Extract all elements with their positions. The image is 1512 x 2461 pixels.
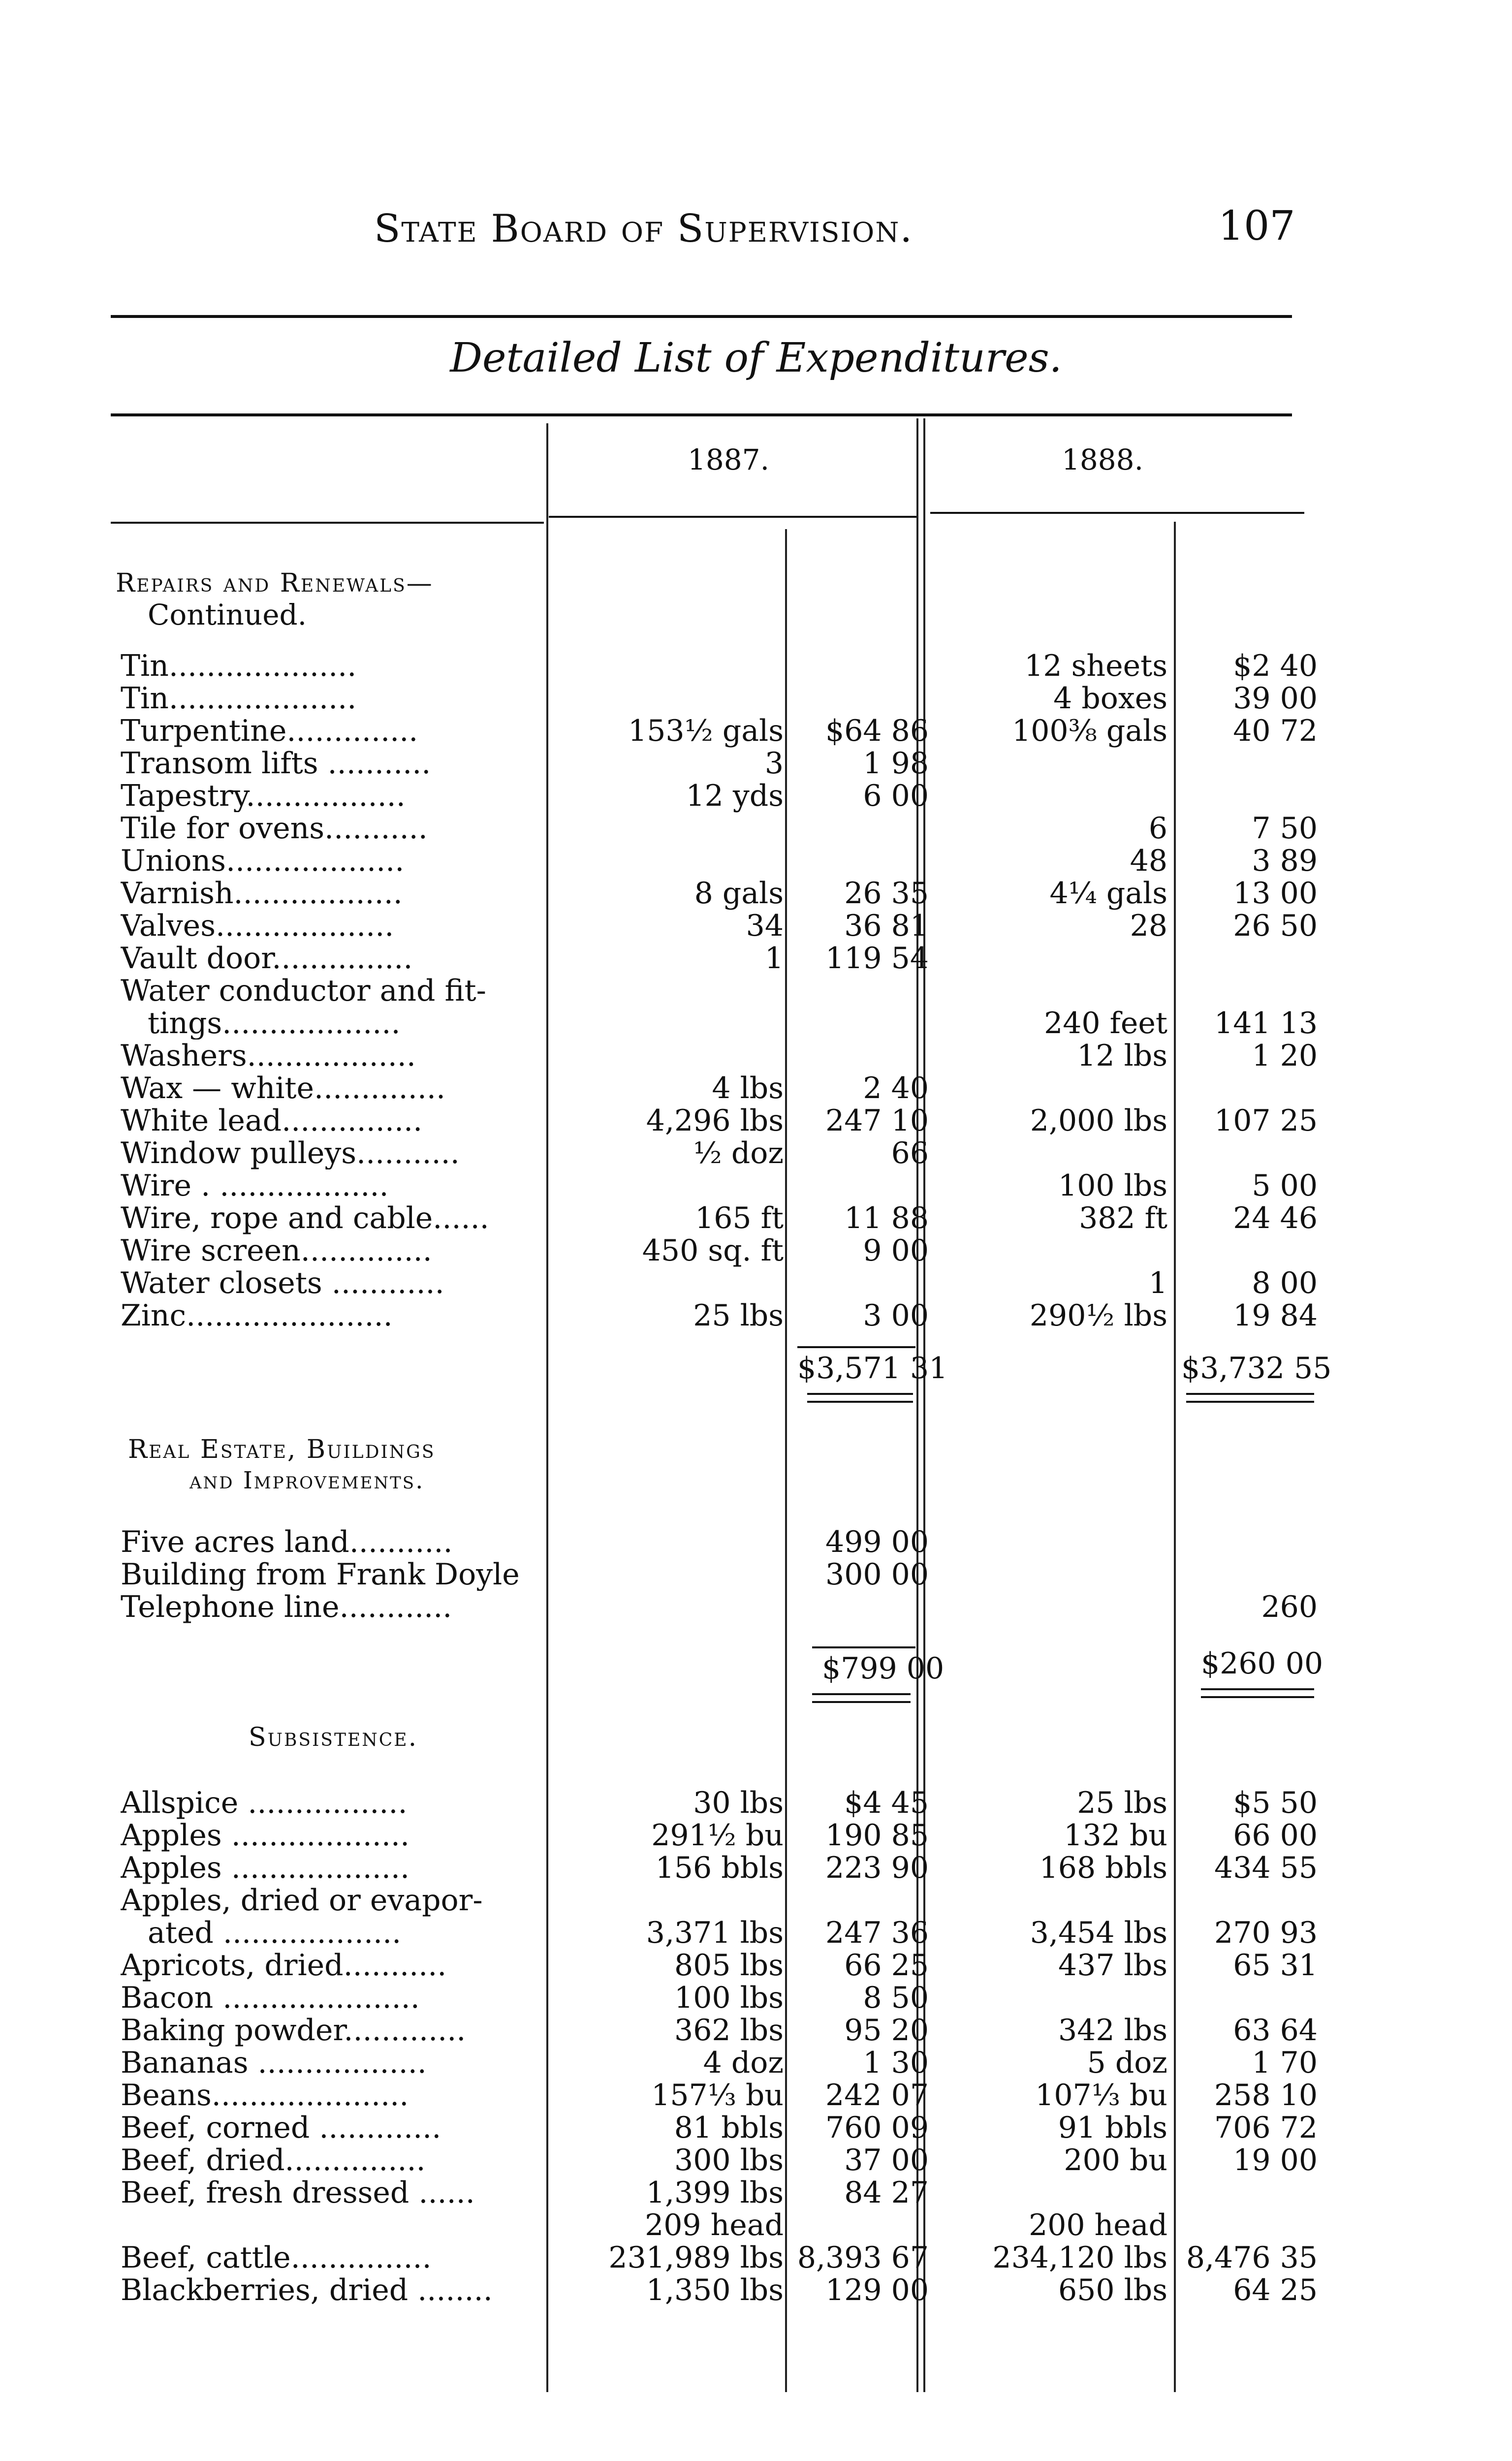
item-label: Wax — white.............. [121, 1072, 446, 1104]
item-label: Wire, rope and cable...... [121, 1202, 489, 1234]
table-row [0, 780, 1512, 812]
item-label: tings................... [148, 1007, 401, 1040]
item-label: Wire screen.............. [121, 1234, 432, 1267]
amount-1888: 706 72 [1214, 2111, 1318, 2145]
quantity-1887: ½ doz [693, 1136, 784, 1170]
amount-1887: 760 09 [825, 2111, 929, 2145]
section-title-subsistence: Subsistence. [249, 1723, 418, 1752]
amount-1888: 260 [1261, 1590, 1318, 1624]
table-row [0, 877, 1512, 910]
total-rule-1887-real-estate [812, 1646, 915, 1648]
table-row [0, 2241, 1512, 2274]
quantity-1887: 291½ bu [651, 1818, 784, 1853]
quantity-1888: 342 lbs [1058, 2013, 1167, 2048]
amount-1887: 247 36 [825, 1916, 929, 1950]
table-row [0, 1267, 1512, 1299]
quantity-1888: 1 [1148, 1266, 1167, 1300]
amount-1888: 19 84 [1233, 1298, 1318, 1333]
amount-1887: 6 00 [863, 779, 929, 813]
double-rule-1888-repairs [1186, 1393, 1314, 1403]
amount-1887: 36 81 [844, 909, 929, 943]
table-row [0, 910, 1512, 942]
table-row [0, 1819, 1512, 1852]
item-label: Tapestry................. [121, 780, 406, 812]
quantity-1888: 437 lbs [1058, 1948, 1167, 1983]
quantity-1887: 100 lbs [674, 1981, 784, 2015]
item-label: Apples ................... [121, 1852, 410, 1884]
quantity-1888: 91 bbls [1058, 2111, 1167, 2145]
page-number: 107 [1218, 203, 1295, 250]
amount-1887: 95 20 [844, 2013, 929, 2048]
top-rule [111, 315, 1292, 318]
amount-1887: 8,393 67 [797, 2240, 929, 2275]
quantity-1888: 4¼ gals [1049, 876, 1167, 911]
table-title: Detailed List of Expenditures. [450, 335, 1062, 381]
quantity-1888: 2,000 lbs [1030, 1104, 1167, 1138]
amount-1888: $5 50 [1233, 1786, 1318, 1820]
year-1888-header: 1888. [1061, 443, 1144, 476]
table-row [0, 1137, 1512, 1169]
section-title-real-estate: Real Estate, Buildings [128, 1435, 436, 1464]
amount-1887: 84 27 [844, 2176, 929, 2210]
quantity-1887: 34 [746, 909, 784, 943]
amount-1888: 8,476 35 [1186, 2240, 1318, 2275]
amount-1887: 66 [891, 1136, 929, 1170]
item-label: Building from Frank Doyle [121, 1558, 520, 1591]
item-label: Water conductor and fit- [121, 975, 486, 1007]
year-1887-header: 1887. [687, 443, 770, 476]
table-row [0, 1558, 1512, 1591]
amount-1888: 40 72 [1233, 714, 1318, 748]
amount-1887: 11 88 [844, 1201, 929, 1235]
amount-1887: 2 40 [863, 1071, 929, 1105]
item-label: Beef, fresh dressed ...... [121, 2177, 475, 2209]
item-label: Wire . .................. [121, 1169, 389, 1202]
item-label: Varnish.................. [121, 877, 403, 910]
item-label: Apples, dried or evapor- [121, 1884, 483, 1917]
total-1888-real-estate: $260 00 [1201, 1646, 1323, 1681]
section-title-repairs-cont: Continued. [148, 598, 307, 631]
table-row [0, 2014, 1512, 2047]
table-row [0, 2079, 1512, 2112]
subtitle-rule [111, 413, 1292, 416]
table-row [0, 1299, 1512, 1332]
table-row [0, 682, 1512, 715]
amount-1887: 66 25 [844, 1948, 929, 1983]
amount-1887: 1 30 [863, 2046, 929, 2080]
page-header [0, 203, 1512, 276]
amount-1887: 300 00 [825, 1557, 929, 1592]
quantity-1887: 81 bbls [674, 2111, 784, 2145]
table-row [0, 2047, 1512, 2079]
amount-1887: 190 85 [825, 1818, 929, 1853]
amount-1887: 499 00 [825, 1525, 929, 1559]
quantity-1887: 805 lbs [674, 1948, 784, 1983]
item-label: Vault door............... [121, 942, 413, 975]
quantity-1887: 231,989 lbs [608, 2240, 784, 2275]
amount-1888: 258 10 [1214, 2078, 1318, 2113]
table-row [0, 1526, 1512, 1558]
amount-1887: 247 10 [825, 1104, 929, 1138]
table-row [0, 975, 1512, 1007]
section-title-real-estate-cont: and Improvements. [189, 1467, 425, 1494]
item-label: Five acres land........... [121, 1526, 453, 1558]
item-label: Beef, corned ............. [121, 2112, 441, 2144]
quantity-1888: 234,120 lbs [992, 2240, 1167, 2275]
quantity-1887: 25 lbs [693, 1298, 784, 1333]
amount-1888: 434 55 [1214, 1851, 1318, 1885]
item-label: Washers.................. [121, 1040, 416, 1072]
item-label: Transom lifts ........... [121, 747, 431, 780]
item-label: Water closets ............ [121, 1267, 444, 1299]
quantity-1888: 100 lbs [1058, 1168, 1167, 1203]
amount-1888: $2 40 [1233, 649, 1318, 683]
amount-1888: 8 00 [1252, 1266, 1318, 1300]
item-label: Telephone line............ [121, 1591, 452, 1623]
quantity-1888: 290½ lbs [1029, 1298, 1167, 1333]
item-label: Apples ................... [121, 1819, 410, 1852]
item-label: Baking powder............. [121, 2014, 466, 2047]
table-row [0, 1852, 1512, 1884]
amount-1888: 1 70 [1252, 2046, 1318, 2080]
quantity-1888: 100⅜ gals [1012, 714, 1167, 748]
amount-1888: 63 64 [1233, 2013, 1318, 2048]
amount-1887: 129 00 [825, 2273, 929, 2307]
amount-1887: 3 00 [863, 1298, 929, 1333]
table-row [0, 1884, 1512, 1917]
item-label: Bananas .................. [121, 2047, 427, 2079]
table-row [0, 845, 1512, 877]
quantity-1887: 209 head [645, 2208, 784, 2242]
amount-1887: $4 45 [844, 1786, 929, 1820]
quantity-1887: 156 bbls [655, 1851, 784, 1885]
item-label: Zinc...................... [121, 1299, 393, 1332]
table-row [0, 942, 1512, 975]
table-row [0, 1917, 1512, 1949]
amount-1887: 223 90 [825, 1851, 929, 1885]
amount-1888: 5 00 [1252, 1168, 1318, 1203]
table-row [0, 715, 1512, 747]
quantity-1888: 12 sheets [1024, 649, 1167, 683]
item-label: Tin.................... [121, 682, 357, 715]
table-row [0, 1104, 1512, 1137]
quantity-1887: 300 lbs [674, 2143, 784, 2177]
quantity-1887: 4 doz [703, 2046, 784, 2080]
quantity-1887: 165 ft [695, 1201, 784, 1235]
amount-1887: 9 00 [863, 1233, 929, 1268]
amount-1888: 13 00 [1233, 876, 1318, 911]
item-label: White lead............... [121, 1104, 423, 1137]
item-label: Window pulleys........... [121, 1137, 460, 1169]
item-label: Tin.................... [121, 650, 357, 682]
item-label: Allspice ................. [121, 1787, 408, 1819]
quantity-1887: 3 [764, 746, 784, 781]
amount-1888: 65 31 [1233, 1948, 1318, 1983]
quantity-1888: 6 [1148, 811, 1167, 846]
table-row [0, 1040, 1512, 1072]
total-rule-1887-repairs [797, 1346, 915, 1348]
table-row [0, 1949, 1512, 1982]
table-row [0, 2112, 1512, 2144]
quantity-1888: 107⅓ bu [1035, 2078, 1167, 2113]
amount-1888: 141 13 [1214, 1006, 1318, 1041]
quantity-1888: 650 lbs [1058, 2273, 1167, 2307]
total-1888-repairs: $3,732 55 [1181, 1351, 1332, 1386]
amount-1887: 8 50 [863, 1981, 929, 2015]
amount-1888: 107 25 [1214, 1104, 1318, 1138]
quantity-1887: 153½ gals [628, 714, 784, 748]
total-1887-repairs: $3,571 31 [797, 1351, 948, 1386]
amount-1887: 1 98 [863, 746, 929, 781]
header-rule-1887 [549, 516, 918, 518]
table-row [0, 650, 1512, 682]
table-row [0, 1787, 1512, 1819]
quantity-1888: 3,454 lbs [1030, 1916, 1167, 1950]
amount-1887: 242 07 [825, 2078, 929, 2113]
table-row [0, 1202, 1512, 1234]
amount-1887: 119 54 [825, 941, 929, 976]
amount-1888: 66 00 [1233, 1818, 1318, 1853]
quantity-1887: 12 yds [686, 779, 784, 813]
item-label: Apricots, dried........... [121, 1949, 447, 1982]
quantity-1888: 132 bu [1064, 1818, 1167, 1853]
header-rule-1888 [930, 512, 1304, 514]
table-row [0, 747, 1512, 780]
amount-1888: 39 00 [1233, 681, 1318, 716]
table-row [0, 1591, 1512, 1623]
item-label: Valves................... [121, 910, 394, 942]
table-row [0, 1234, 1512, 1267]
header-rule-left [111, 522, 544, 524]
quantity-1887: 362 lbs [674, 2013, 784, 2048]
quantity-1888: 168 bbls [1039, 1851, 1167, 1885]
quantity-1888: 4 boxes [1053, 681, 1167, 716]
amount-1888: 64 25 [1233, 2273, 1318, 2307]
item-label: Turpentine.............. [121, 715, 418, 747]
quantity-1887: 8 gals [694, 876, 784, 911]
quantity-1887: 4,296 lbs [646, 1104, 784, 1138]
amount-1888: 19 00 [1233, 2143, 1318, 2177]
quantity-1887: 4 lbs [712, 1071, 784, 1105]
item-label: Blackberries, dried ........ [121, 2274, 493, 2306]
item-label: ated ................... [148, 1917, 402, 1949]
item-label: Beef, dried............... [121, 2144, 426, 2177]
quantity-1888: 200 bu [1064, 2143, 1167, 2177]
amount-1887: $64 86 [825, 714, 929, 748]
quantity-1887: 3,371 lbs [646, 1916, 784, 1950]
table-row [0, 2209, 1512, 2241]
quantity-1887: 30 lbs [693, 1786, 784, 1820]
section-title-repairs: Repairs and Renewals— [116, 568, 434, 598]
table-row [0, 2274, 1512, 2306]
double-rule-1887-repairs [807, 1393, 913, 1403]
amount-1888: 26 50 [1233, 909, 1318, 943]
table-row [0, 2177, 1512, 2209]
amount-1888: 7 50 [1252, 811, 1318, 846]
quantity-1887: 1,350 lbs [646, 2273, 784, 2307]
item-label: Bacon ..................... [121, 1982, 420, 2014]
quantity-1887: 1 [764, 941, 784, 976]
table-row [0, 2144, 1512, 2177]
table-row [0, 1982, 1512, 2014]
table-row [0, 812, 1512, 845]
quantity-1888: 382 ft [1079, 1201, 1167, 1235]
total-1887-real-estate: $799 00 [822, 1651, 945, 1686]
double-rule-1887-real-estate [812, 1693, 911, 1703]
quantity-1887: 1,399 lbs [646, 2176, 784, 2210]
double-rule-1888-real-estate [1201, 1688, 1314, 1698]
quantity-1888: 5 doz [1087, 2046, 1167, 2080]
running-title: State Board of Supervision. [374, 207, 914, 251]
amount-1888: 1 20 [1252, 1039, 1318, 1073]
quantity-1888: 25 lbs [1077, 1786, 1167, 1820]
quantity-1888: 28 [1130, 909, 1167, 943]
quantity-1888: 240 feet [1044, 1006, 1167, 1041]
table-row [0, 1169, 1512, 1202]
table-row [0, 1072, 1512, 1104]
item-label: Beef, cattle............... [121, 2241, 432, 2274]
quantity-1888: 200 head [1029, 2208, 1167, 2242]
table-row [0, 1007, 1512, 1040]
amount-1887: 26 35 [844, 876, 929, 911]
quantity-1888: 48 [1130, 844, 1167, 878]
item-label: Tile for ovens........... [121, 812, 428, 845]
amount-1888: 24 46 [1233, 1201, 1318, 1235]
quantity-1888: 12 lbs [1077, 1039, 1167, 1073]
amount-1888: 3 89 [1252, 844, 1318, 878]
item-label: Unions................... [121, 845, 405, 877]
quantity-1887: 450 sq. ft [642, 1233, 784, 1268]
amount-1887: 37 00 [844, 2143, 929, 2177]
quantity-1887: 157⅓ bu [651, 2078, 784, 2113]
amount-1888: 270 93 [1214, 1916, 1318, 1950]
item-label: Beans..................... [121, 2079, 409, 2112]
